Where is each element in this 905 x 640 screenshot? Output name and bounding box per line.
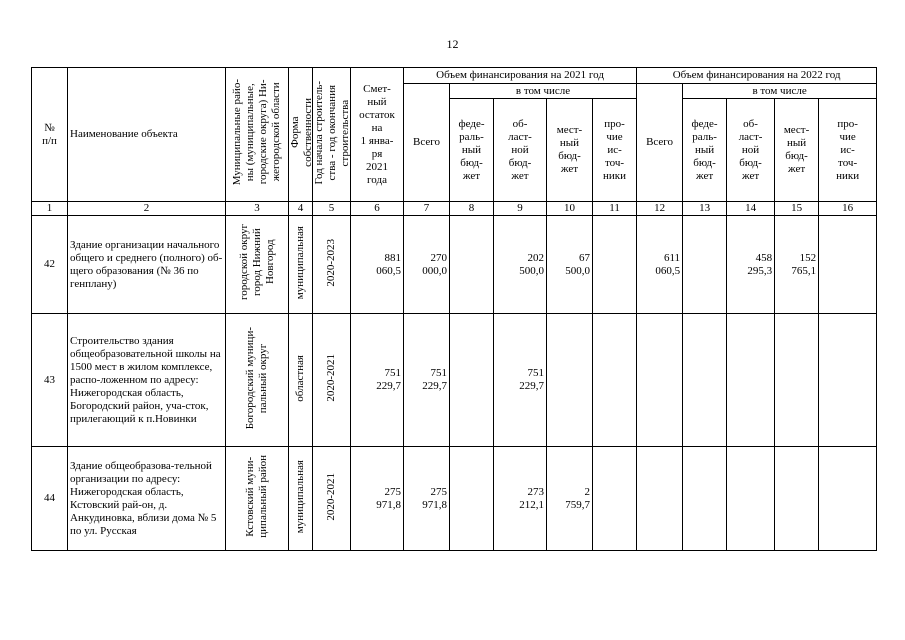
- table-row: [32, 216, 877, 314]
- index-cell: 15: [775, 202, 819, 216]
- row-district: Кстовский муни- ципальный район: [244, 455, 269, 538]
- header-local-2022: мест- ный бюд- жет: [775, 99, 819, 202]
- row-total-2022: [637, 447, 683, 551]
- header-district: Муниципальные райо- ны (муниципальные, городские округа) Ни- жегородской области: [231, 79, 282, 186]
- row-local-2022: [775, 447, 819, 551]
- row-regional-2022: 458 295,3: [727, 216, 775, 314]
- row-other-2022: [819, 216, 877, 314]
- row-other-2021: [593, 216, 637, 314]
- row-local-2021: 2 759,7: [547, 447, 593, 551]
- row-total-2022: 611 060,5: [637, 216, 683, 314]
- index-cell: 2: [68, 202, 226, 216]
- index-cell: 9: [494, 202, 547, 216]
- row-total-2022: [637, 314, 683, 447]
- header-incl-2021: в том числе: [450, 84, 637, 99]
- header-other-2021: про- чие ис- точ- ники: [593, 99, 637, 202]
- row-regional-2022: [727, 314, 775, 447]
- page-number: 12: [446, 37, 459, 51]
- header-balance: Смет- ный остаток на 1 янва- ря 2021 года: [351, 68, 404, 202]
- header-local-2021: мест- ный бюд- жет: [547, 99, 593, 202]
- row-ownership: муниципальная: [294, 225, 306, 300]
- index-cell: 13: [683, 202, 727, 216]
- row-district: городской округ город Нижний Новгород: [237, 224, 276, 301]
- row-regional-2021: 273 212,1: [494, 447, 547, 551]
- row-regional-2021: 751 229,7: [494, 314, 547, 447]
- table-row: [32, 314, 877, 447]
- table-row: [32, 447, 877, 551]
- row-regional-2022: [727, 447, 775, 551]
- row-federal-2021: [450, 314, 494, 447]
- header-total-2021: Всего: [404, 84, 450, 202]
- row-name: Здание общеобразова-тельной организации по адресу: Нижегородская область, Кстовский рай-он, д. Анкудиновка, вблизи дома № 5 по ул. Русская: [68, 447, 226, 551]
- row-years: 2020-2023: [325, 238, 337, 287]
- header-other-2022: про- чие ис- точ- ники: [819, 99, 877, 202]
- header-ownership: Форма собственности: [289, 98, 314, 167]
- row-name: Строительство здания общеобразовательной школы на 1500 мест в жилом комплексе, распо-ложенном по адресу: Нижегородская область, Богородский район, уча-сток, прилегающий к п.Новинки: [68, 314, 226, 447]
- row-balance: 275 971,8: [351, 447, 404, 551]
- row-other-2021: [593, 447, 637, 551]
- index-cell: 10: [547, 202, 593, 216]
- index-cell: 14: [727, 202, 775, 216]
- index-cell: 8: [450, 202, 494, 216]
- row-total-2021: 275 971,8: [404, 447, 450, 551]
- row-federal-2022: [683, 314, 727, 447]
- index-cell: 16: [819, 202, 877, 216]
- index-cell: 1: [32, 202, 68, 216]
- row-local-2021: [547, 314, 593, 447]
- row-years: 2020-2021: [325, 472, 337, 521]
- row-other-2022: [819, 314, 877, 447]
- index-cell: 6: [351, 202, 404, 216]
- row-name: Здание организации начального общего и среднего (полного) об-щего образования (№ 36 по генплану): [68, 216, 226, 314]
- row-district: Богородский муници- пальный округ: [244, 326, 269, 430]
- row-federal-2021: [450, 216, 494, 314]
- index-row: [32, 202, 877, 216]
- index-cell: 12: [637, 202, 683, 216]
- row-balance: 751 229,7: [351, 314, 404, 447]
- row-other-2022: [819, 447, 877, 551]
- row-num: 42: [32, 216, 68, 314]
- row-num: 44: [32, 447, 68, 551]
- row-other-2021: [593, 314, 637, 447]
- index-cell: 5: [313, 202, 351, 216]
- row-local-2022: [775, 314, 819, 447]
- row-regional-2021: 202 500,0: [494, 216, 547, 314]
- row-ownership: муниципальная: [294, 459, 306, 534]
- row-federal-2021: [450, 447, 494, 551]
- row-federal-2022: [683, 216, 727, 314]
- header-federal-2021: феде- раль- ный бюд- жет: [450, 99, 494, 202]
- financing-table: [31, 67, 877, 551]
- header-regional-2022: об- ласт- ной бюд- жет: [727, 99, 775, 202]
- index-cell: 3: [226, 202, 289, 216]
- row-local-2022: 152 765,1: [775, 216, 819, 314]
- header-incl-2022: в том числе: [683, 84, 877, 99]
- row-total-2021: 270 000,0: [404, 216, 450, 314]
- row-local-2021: 67 500,0: [547, 216, 593, 314]
- header-num: № п/п: [32, 68, 68, 202]
- header-fin-2021: Объем финансирования на 2021 год: [404, 68, 637, 84]
- row-total-2021: 751 229,7: [404, 314, 450, 447]
- header-years: Год начала строитель- ства - год окончания строительства: [313, 80, 351, 185]
- header-federal-2022: феде- раль- ный бюд- жет: [683, 99, 727, 202]
- index-cell: 7: [404, 202, 450, 216]
- index-cell: 11: [593, 202, 637, 216]
- row-years: 2020-2021: [325, 354, 337, 402]
- row-num: 43: [32, 314, 68, 447]
- header-regional-2021: об- ласт- ной бюд- жет: [494, 99, 547, 202]
- header-name: Наименование объекта: [68, 68, 226, 202]
- row-federal-2022: [683, 447, 727, 551]
- header-fin-2022: Объем финансирования на 2022 год: [637, 68, 877, 84]
- row-ownership: областная: [294, 354, 306, 402]
- index-cell: 4: [289, 202, 313, 216]
- row-balance: 881 060,5: [351, 216, 404, 314]
- header-total-2022: Всего: [637, 84, 683, 202]
